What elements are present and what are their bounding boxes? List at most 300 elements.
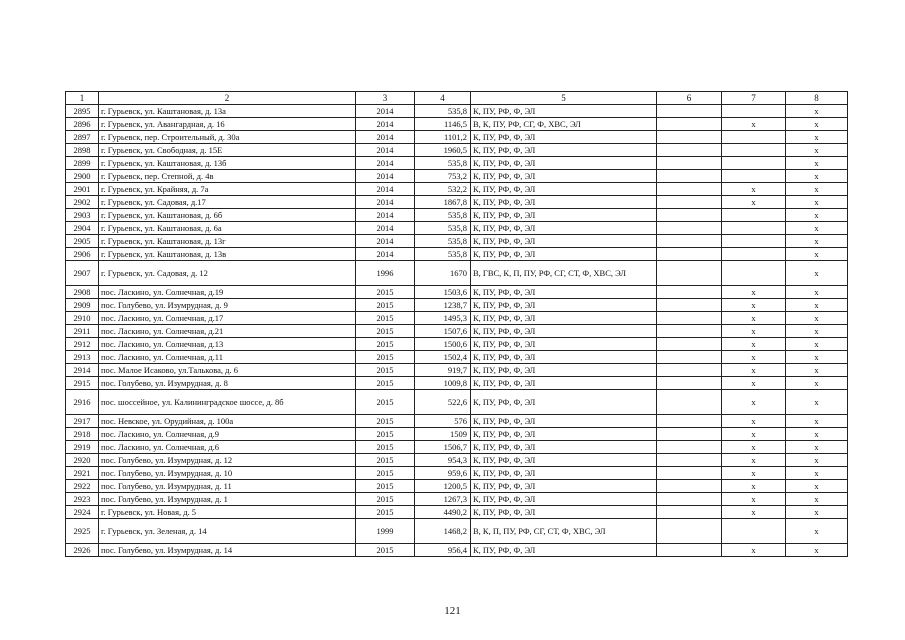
column-6-cell <box>657 454 722 467</box>
row-number-cell: 2896 <box>66 118 99 131</box>
area-cell: 535,8 <box>415 157 471 170</box>
column-7-cell: х <box>722 480 786 493</box>
column-6-cell <box>657 544 722 557</box>
row-number-cell: 2917 <box>66 415 99 428</box>
works-cell: К, ПУ, РФ, Ф, ЭЛ <box>471 325 657 338</box>
column-7-cell: х <box>722 467 786 480</box>
address-cell: пос. Ласкино, ул. Солнечная, д.11 <box>99 351 356 364</box>
row-number-cell: 2903 <box>66 209 99 222</box>
column-6-cell <box>657 390 722 415</box>
works-cell: К, ПУ, РФ, Ф, ЭЛ <box>471 377 657 390</box>
column-6-cell <box>657 261 722 286</box>
works-cell: К, ПУ, РФ, Ф, ЭЛ <box>471 209 657 222</box>
row-number-cell: 2910 <box>66 312 99 325</box>
column-6-cell <box>657 105 722 118</box>
column-6-cell <box>657 519 722 544</box>
column-6-cell <box>657 441 722 454</box>
column-7-cell <box>722 170 786 183</box>
column-6-cell <box>657 118 722 131</box>
address-cell: пос. Ласкино, ул. Солнечная, д.19 <box>99 286 356 299</box>
column-7-cell: х <box>722 454 786 467</box>
area-cell: 1502,4 <box>415 351 471 364</box>
header-col-2: 2 <box>99 92 356 105</box>
column-8-cell: х <box>786 480 848 493</box>
row-number-cell: 2900 <box>66 170 99 183</box>
column-8-cell: х <box>786 261 848 286</box>
year-cell: 2014 <box>356 235 415 248</box>
column-6-cell <box>657 325 722 338</box>
column-7-cell <box>722 144 786 157</box>
works-cell: К, ПУ, РФ, Ф, ЭЛ <box>471 441 657 454</box>
works-cell: К, ПУ, РФ, Ф, ЭЛ <box>471 183 657 196</box>
table-row <box>66 415 848 428</box>
column-6-cell <box>657 428 722 441</box>
works-cell: К, ПУ, РФ, Ф, ЭЛ <box>471 222 657 235</box>
column-8-cell: х <box>786 454 848 467</box>
header-col-8: 8 <box>786 92 848 105</box>
address-cell: г. Гурьевск, ул. Новая, д. 5 <box>99 506 356 519</box>
column-8-cell: х <box>786 428 848 441</box>
column-8-cell: х <box>786 351 848 364</box>
table-row <box>66 506 848 519</box>
header-col-3: 3 <box>356 92 415 105</box>
area-cell: 535,8 <box>415 222 471 235</box>
table-row <box>66 261 848 286</box>
address-cell: г. Гурьевск, ул. Каштановая, д. 13б <box>99 157 356 170</box>
area-cell: 1507,6 <box>415 325 471 338</box>
area-cell: 1267,3 <box>415 493 471 506</box>
year-cell: 2014 <box>356 118 415 131</box>
address-cell: г. Гурьевск, ул. Каштановая, д. 13а <box>99 105 356 118</box>
area-cell: 1670 <box>415 261 471 286</box>
table-row <box>66 454 848 467</box>
works-cell: К, ПУ, РФ, Ф, ЭЛ <box>471 493 657 506</box>
row-number-cell: 2915 <box>66 377 99 390</box>
table-header-row <box>66 92 848 105</box>
column-6-cell <box>657 131 722 144</box>
column-7-cell: х <box>722 286 786 299</box>
column-7-cell: х <box>722 377 786 390</box>
area-cell: 1495,3 <box>415 312 471 325</box>
area-cell: 535,8 <box>415 105 471 118</box>
table-row <box>66 248 848 261</box>
column-8-cell: х <box>786 364 848 377</box>
address-cell: г. Гурьевск, ул. Садовая, д.17 <box>99 196 356 209</box>
address-cell: пос. Голубево, ул. Изумрудная, д. 12 <box>99 454 356 467</box>
table-row <box>66 196 848 209</box>
row-number-cell: 2918 <box>66 428 99 441</box>
table-row <box>66 390 848 415</box>
registry-table <box>65 91 848 557</box>
year-cell: 2015 <box>356 544 415 557</box>
area-cell: 919,7 <box>415 364 471 377</box>
row-number-cell: 2907 <box>66 261 99 286</box>
year-cell: 2015 <box>356 506 415 519</box>
works-cell: К, ПУ, РФ, Ф, ЭЛ <box>471 170 657 183</box>
address-cell: пос. Ласкино, ул. Солнечная, д.21 <box>99 325 356 338</box>
column-7-cell: х <box>722 415 786 428</box>
year-cell: 1996 <box>356 261 415 286</box>
column-8-cell: х <box>786 118 848 131</box>
area-cell: 1867,8 <box>415 196 471 209</box>
column-6-cell <box>657 183 722 196</box>
column-7-cell: х <box>722 364 786 377</box>
works-cell: К, ПУ, РФ, Ф, ЭЛ <box>471 248 657 261</box>
table-row <box>66 286 848 299</box>
table-row <box>66 519 848 544</box>
column-6-cell <box>657 415 722 428</box>
column-7-cell <box>722 235 786 248</box>
table-row <box>66 480 848 493</box>
address-cell: пос. Голубево, ул. Изумрудная, д. 11 <box>99 480 356 493</box>
table-row <box>66 338 848 351</box>
table-row <box>66 544 848 557</box>
column-7-cell: х <box>722 441 786 454</box>
column-6-cell <box>657 196 722 209</box>
area-cell: 954,3 <box>415 454 471 467</box>
column-8-cell: х <box>786 299 848 312</box>
column-7-cell: х <box>722 312 786 325</box>
column-6-cell <box>657 170 722 183</box>
year-cell: 2015 <box>356 286 415 299</box>
area-cell: 1468,2 <box>415 519 471 544</box>
column-8-cell: х <box>786 286 848 299</box>
row-number-cell: 2924 <box>66 506 99 519</box>
works-cell: К, ПУ, РФ, Ф, ЭЛ <box>471 312 657 325</box>
column-7-cell: х <box>722 544 786 557</box>
year-cell: 2014 <box>356 196 415 209</box>
column-8-cell: х <box>786 415 848 428</box>
area-cell: 535,8 <box>415 209 471 222</box>
column-7-cell: х <box>722 118 786 131</box>
column-8-cell: х <box>786 506 848 519</box>
row-number-cell: 2921 <box>66 467 99 480</box>
row-number-cell: 2923 <box>66 493 99 506</box>
table-row <box>66 299 848 312</box>
column-7-cell <box>722 222 786 235</box>
area-cell: 1503,6 <box>415 286 471 299</box>
year-cell: 2015 <box>356 338 415 351</box>
year-cell: 2014 <box>356 144 415 157</box>
year-cell: 2015 <box>356 299 415 312</box>
column-7-cell: х <box>722 299 786 312</box>
column-6-cell <box>657 480 722 493</box>
column-8-cell: х <box>786 131 848 144</box>
table-row <box>66 325 848 338</box>
column-7-cell: х <box>722 493 786 506</box>
area-cell: 532,2 <box>415 183 471 196</box>
works-cell: К, ПУ, РФ, Ф, ЭЛ <box>471 157 657 170</box>
address-cell: пос. Ласкино, ул. Солнечная, д.9 <box>99 428 356 441</box>
column-6-cell <box>657 506 722 519</box>
column-8-cell: х <box>786 493 848 506</box>
area-cell: 522,6 <box>415 390 471 415</box>
address-cell: г. Гурьевск, ул. Каштановая, д. 6а <box>99 222 356 235</box>
table-row <box>66 183 848 196</box>
column-7-cell: х <box>722 325 786 338</box>
registry-body <box>66 92 848 557</box>
works-cell: К, ПУ, РФ, Ф, ЭЛ <box>471 299 657 312</box>
address-cell: пос. Невское, ул. Орудийная, д. 100а <box>99 415 356 428</box>
row-number-cell: 2909 <box>66 299 99 312</box>
column-6-cell <box>657 312 722 325</box>
works-cell: К, ПУ, РФ, Ф, ЭЛ <box>471 351 657 364</box>
row-number-cell: 2897 <box>66 131 99 144</box>
area-cell: 535,8 <box>415 248 471 261</box>
row-number-cell: 2922 <box>66 480 99 493</box>
address-cell: пос. Голубево, ул. Изумрудная, д. 10 <box>99 467 356 480</box>
table-row <box>66 131 848 144</box>
table-row <box>66 351 848 364</box>
table-row <box>66 493 848 506</box>
column-7-cell <box>722 131 786 144</box>
works-cell: К, ПУ, РФ, Ф, ЭЛ <box>471 506 657 519</box>
table-row <box>66 105 848 118</box>
column-6-cell <box>657 377 722 390</box>
works-cell: К, ПУ, РФ, Ф, ЭЛ <box>471 144 657 157</box>
column-8-cell: х <box>786 390 848 415</box>
address-cell: г. Гурьевск, ул. Крайняя, д. 7а <box>99 183 356 196</box>
column-6-cell <box>657 351 722 364</box>
year-cell: 2015 <box>356 377 415 390</box>
row-number-cell: 2920 <box>66 454 99 467</box>
table-row <box>66 144 848 157</box>
address-cell: г. Гурьевск, пер. Строительный, д. 30а <box>99 131 356 144</box>
header-col-4: 4 <box>415 92 471 105</box>
address-cell: пос. Голубево, ул. Изумрудная, д. 8 <box>99 377 356 390</box>
address-cell: пос. Ласкино, ул. Солнечная, д.17 <box>99 312 356 325</box>
table-row <box>66 377 848 390</box>
column-6-cell <box>657 157 722 170</box>
row-number-cell: 2895 <box>66 105 99 118</box>
row-number-cell: 2925 <box>66 519 99 544</box>
row-number-cell: 2898 <box>66 144 99 157</box>
year-cell: 2014 <box>356 157 415 170</box>
area-cell: 1101,2 <box>415 131 471 144</box>
column-8-cell: х <box>786 209 848 222</box>
column-8-cell: х <box>786 519 848 544</box>
works-cell: В, ГВС, К, П, ПУ, РФ, СГ, СТ, Ф, ХВС, ЭЛ <box>471 261 657 286</box>
table-row <box>66 441 848 454</box>
works-cell: В, К, П, ПУ, РФ, СГ, СТ, Ф, ХВС, ЭЛ <box>471 519 657 544</box>
column-8-cell: х <box>786 312 848 325</box>
row-number-cell: 2908 <box>66 286 99 299</box>
row-number-cell: 2919 <box>66 441 99 454</box>
works-cell: К, ПУ, РФ, Ф, ЭЛ <box>471 544 657 557</box>
address-cell: г. Гурьевск, ул. Каштановая, д. 6б <box>99 209 356 222</box>
year-cell: 2015 <box>356 454 415 467</box>
column-8-cell: х <box>786 325 848 338</box>
column-8-cell: х <box>786 222 848 235</box>
year-cell: 2015 <box>356 428 415 441</box>
table-row <box>66 235 848 248</box>
column-6-cell <box>657 493 722 506</box>
row-number-cell: 2899 <box>66 157 99 170</box>
table-row <box>66 222 848 235</box>
row-number-cell: 2926 <box>66 544 99 557</box>
column-6-cell <box>657 144 722 157</box>
works-cell: К, ПУ, РФ, Ф, ЭЛ <box>471 338 657 351</box>
year-cell: 2014 <box>356 170 415 183</box>
year-cell: 2014 <box>356 131 415 144</box>
works-cell: К, ПУ, РФ, Ф, ЭЛ <box>471 454 657 467</box>
column-7-cell: х <box>722 506 786 519</box>
column-8-cell: х <box>786 196 848 209</box>
area-cell: 1506,7 <box>415 441 471 454</box>
year-cell: 2015 <box>356 390 415 415</box>
works-cell: К, ПУ, РФ, Ф, ЭЛ <box>471 286 657 299</box>
year-cell: 1999 <box>356 519 415 544</box>
column-8-cell: х <box>786 157 848 170</box>
works-cell: К, ПУ, РФ, Ф, ЭЛ <box>471 390 657 415</box>
header-col-1: 1 <box>66 92 99 105</box>
address-cell: г. Гурьевск, ул. Каштановая, д. 13г <box>99 235 356 248</box>
area-cell: 1200,5 <box>415 480 471 493</box>
column-6-cell <box>657 248 722 261</box>
column-8-cell: х <box>786 235 848 248</box>
year-cell: 2015 <box>356 325 415 338</box>
year-cell: 2015 <box>356 493 415 506</box>
page-number: 121 <box>444 605 461 617</box>
table-row <box>66 157 848 170</box>
column-7-cell: х <box>722 338 786 351</box>
row-number-cell: 2905 <box>66 235 99 248</box>
works-cell: К, ПУ, РФ, Ф, ЭЛ <box>471 105 657 118</box>
column-8-cell: х <box>786 467 848 480</box>
row-number-cell: 2916 <box>66 390 99 415</box>
column-6-cell <box>657 222 722 235</box>
works-cell: К, ПУ, РФ, Ф, ЭЛ <box>471 467 657 480</box>
year-cell: 2015 <box>356 415 415 428</box>
header-col-6: 6 <box>657 92 722 105</box>
column-8-cell: х <box>786 544 848 557</box>
header-col-7: 7 <box>722 92 786 105</box>
row-number-cell: 2913 <box>66 351 99 364</box>
year-cell: 2014 <box>356 222 415 235</box>
column-7-cell <box>722 209 786 222</box>
works-cell: К, ПУ, РФ, Ф, ЭЛ <box>471 364 657 377</box>
row-number-cell: 2912 <box>66 338 99 351</box>
column-8-cell: х <box>786 441 848 454</box>
area-cell: 1238,7 <box>415 299 471 312</box>
row-number-cell: 2901 <box>66 183 99 196</box>
area-cell: 1960,5 <box>415 144 471 157</box>
column-7-cell <box>722 248 786 261</box>
address-cell: г. Гурьевск, ул. Садовая, д. 12 <box>99 261 356 286</box>
table-row <box>66 428 848 441</box>
works-cell: К, ПУ, РФ, Ф, ЭЛ <box>471 428 657 441</box>
row-number-cell: 2911 <box>66 325 99 338</box>
row-number-cell: 2906 <box>66 248 99 261</box>
column-7-cell <box>722 105 786 118</box>
area-cell: 753,2 <box>415 170 471 183</box>
header-col-5: 5 <box>471 92 657 105</box>
column-6-cell <box>657 467 722 480</box>
works-cell: К, ПУ, РФ, Ф, ЭЛ <box>471 235 657 248</box>
table-row <box>66 170 848 183</box>
year-cell: 2014 <box>356 105 415 118</box>
column-7-cell: х <box>722 390 786 415</box>
address-cell: пос. Голубево, ул. Изумрудная, д. 1 <box>99 493 356 506</box>
works-cell: К, ПУ, РФ, Ф, ЭЛ <box>471 480 657 493</box>
column-8-cell: х <box>786 338 848 351</box>
row-number-cell: 2904 <box>66 222 99 235</box>
column-8-cell: х <box>786 144 848 157</box>
year-cell: 2015 <box>356 467 415 480</box>
column-8-cell: х <box>786 105 848 118</box>
area-cell: 956,4 <box>415 544 471 557</box>
address-cell: пос. Ласкино, ул. Солнечная, д.6 <box>99 441 356 454</box>
column-6-cell <box>657 299 722 312</box>
column-7-cell: х <box>722 196 786 209</box>
year-cell: 2014 <box>356 248 415 261</box>
column-6-cell <box>657 286 722 299</box>
address-cell: пос. шоссейное, ул. Калининградское шоссе, д. 8б <box>99 390 356 415</box>
table-row <box>66 209 848 222</box>
column-6-cell <box>657 364 722 377</box>
year-cell: 2015 <box>356 441 415 454</box>
table-row <box>66 118 848 131</box>
works-cell: К, ПУ, РФ, Ф, ЭЛ <box>471 131 657 144</box>
area-cell: 1500,6 <box>415 338 471 351</box>
column-6-cell <box>657 338 722 351</box>
column-7-cell: х <box>722 183 786 196</box>
address-cell: г. Гурьевск, ул. Авангардная, д. 16 <box>99 118 356 131</box>
row-number-cell: 2914 <box>66 364 99 377</box>
area-cell: 1509 <box>415 428 471 441</box>
column-7-cell <box>722 261 786 286</box>
area-cell: 1146,5 <box>415 118 471 131</box>
address-cell: пос. Ласкино, ул. Солнечная, д.13 <box>99 338 356 351</box>
address-cell: г. Гурьевск, ул. Свободная, д. 15Е <box>99 144 356 157</box>
address-cell: пос. Голубево, ул. Изумрудная, д. 9 <box>99 299 356 312</box>
column-7-cell: х <box>722 351 786 364</box>
column-7-cell: х <box>722 428 786 441</box>
address-cell: г. Гурьевск, ул. Каштановая, д. 13в <box>99 248 356 261</box>
works-cell: К, ПУ, РФ, Ф, ЭЛ <box>471 196 657 209</box>
area-cell: 535,8 <box>415 235 471 248</box>
column-8-cell: х <box>786 377 848 390</box>
column-7-cell <box>722 157 786 170</box>
year-cell: 2015 <box>356 312 415 325</box>
address-cell: пос. Малое Исаково, ул.Талькова, д. 6 <box>99 364 356 377</box>
column-7-cell <box>722 519 786 544</box>
area-cell: 1009,8 <box>415 377 471 390</box>
works-cell: В, К, ПУ, РФ, СГ, Ф, ХВС, ЭЛ <box>471 118 657 131</box>
column-6-cell <box>657 209 722 222</box>
table-row <box>66 364 848 377</box>
column-6-cell <box>657 235 722 248</box>
address-cell: г. Гурьевск, пер. Степной, д. 4в <box>99 170 356 183</box>
area-cell: 959,6 <box>415 467 471 480</box>
area-cell: 576 <box>415 415 471 428</box>
year-cell: 2015 <box>356 480 415 493</box>
year-cell: 2015 <box>356 351 415 364</box>
year-cell: 2014 <box>356 209 415 222</box>
year-cell: 2014 <box>356 183 415 196</box>
row-number-cell: 2902 <box>66 196 99 209</box>
column-8-cell: х <box>786 248 848 261</box>
address-cell: г. Гурьевск, ул. Зеленая, д. 14 <box>99 519 356 544</box>
column-8-cell: х <box>786 170 848 183</box>
year-cell: 2015 <box>356 364 415 377</box>
table-row <box>66 312 848 325</box>
area-cell: 4490,2 <box>415 506 471 519</box>
column-8-cell: х <box>786 183 848 196</box>
table-row <box>66 467 848 480</box>
address-cell: пос. Голубево, ул. Изумрудная, д. 14 <box>99 544 356 557</box>
works-cell: К, ПУ, РФ, Ф, ЭЛ <box>471 415 657 428</box>
